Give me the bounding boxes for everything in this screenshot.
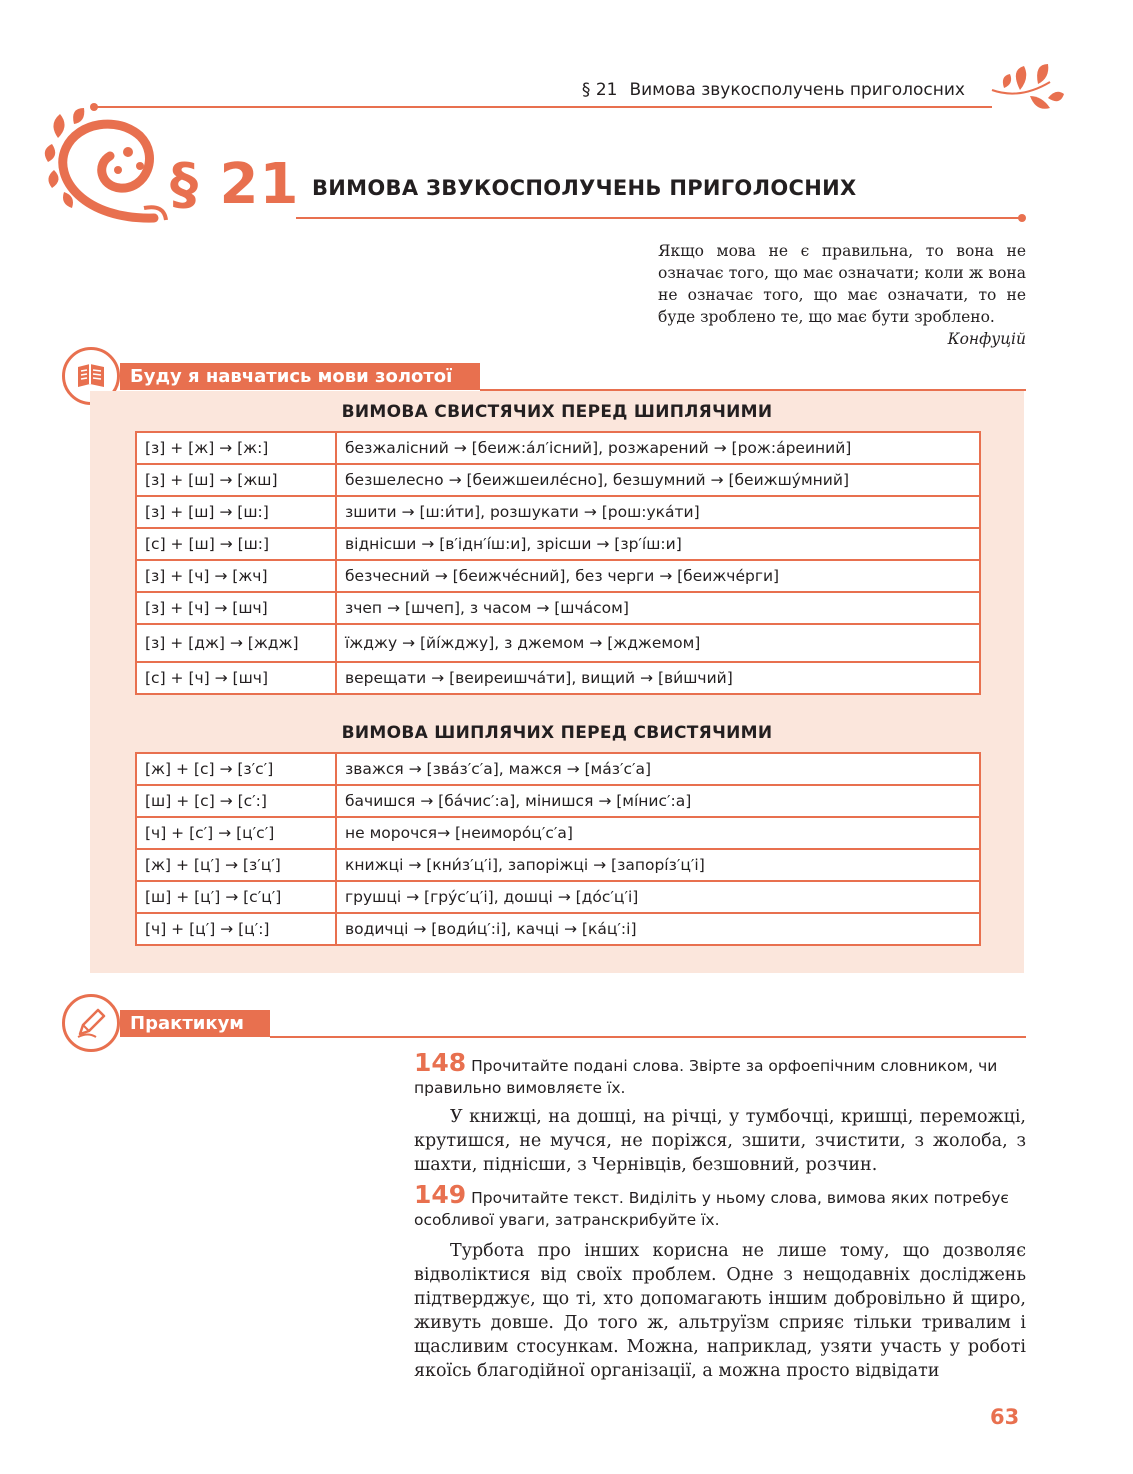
table-row xyxy=(136,592,980,624)
title-rule xyxy=(296,217,1020,219)
table-row xyxy=(136,464,980,496)
pencil-icon xyxy=(62,994,120,1052)
table1-title: ВИМОВА СВИСТЯЧИХ ПЕРЕД ШИПЛЯЧИМИ xyxy=(341,402,773,422)
example-cell: верещати → [веиреишча́ти], вищий → [ви́шчий] xyxy=(336,662,980,694)
rule-cell: [ж] + [с] → [з′с′] xyxy=(136,753,336,785)
rule-cell: [з] + [ж] → [ж:] xyxy=(136,432,336,464)
table1 xyxy=(135,431,981,695)
rule-cell: [з] + [ч] → [шч] xyxy=(136,592,336,624)
practice-section-label: Практикум xyxy=(120,1010,270,1037)
table-row xyxy=(136,432,980,464)
running-header-title: Вимова звукосполучень приголосних xyxy=(629,80,965,100)
example-cell: водичці → [води́ц′:і], качці → [ка́ц′:і] xyxy=(336,913,980,945)
table-row xyxy=(136,817,980,849)
example-cell: зчеп → [шчеп], з часом → [шча́сом] xyxy=(336,592,980,624)
exercise-task: Прочитайте подані слова. Звірте за орфоепічним словником, чи правильно вимовляєте їх. xyxy=(414,1057,998,1097)
rule-cell: [з] + [ш] → [ш:] xyxy=(136,496,336,528)
rule-cell: [з] + [дж] → [ждж] xyxy=(136,624,336,662)
study-section-label: Буду я навчатись мови золотої xyxy=(120,363,480,390)
example-cell: безчесний → [беижче́сний], без черги → [беижче́рги] xyxy=(336,560,980,592)
rule-cell: [з] + [ч] → [жч] xyxy=(136,560,336,592)
rule-cell: [ж] + [ц′] → [з′ц′] xyxy=(136,849,336,881)
rule-cell: [ш] + [ц′] → [с′ц′] xyxy=(136,881,336,913)
example-cell: безшелесно → [беижшеиле́сно], безшумний → [беижшу́мний] xyxy=(336,464,980,496)
example-cell: книжці → [кни́з′ц′і], запоріжці → [запорі́з′ц′і] xyxy=(336,849,980,881)
rule-cell: [ч] + [с′] → [ц′с′] xyxy=(136,817,336,849)
table2 xyxy=(135,752,981,946)
example-cell: зшити → [ш:и́ти], розшукати → [рош:ука́ти] xyxy=(336,496,980,528)
table-row xyxy=(136,662,980,694)
running-header-section: § 21 xyxy=(581,80,618,100)
exercise-number: 149 xyxy=(414,1180,467,1209)
table-row xyxy=(136,624,980,662)
table-row xyxy=(136,913,980,945)
rule-cell: [с] + [ш] → [ш:] xyxy=(136,528,336,560)
example-cell: бачишся → [ба́чис′:а], мінишся → [мі́нис′:а] xyxy=(336,785,980,817)
practice-section-rule xyxy=(270,1036,1026,1038)
exercise-number: 148 xyxy=(414,1048,467,1077)
header-rule xyxy=(96,106,992,108)
section-title: ВИМОВА ЗВУКОСПОЛУЧЕНЬ ПРИГОЛОСНИХ xyxy=(312,176,857,200)
page-number: 63 xyxy=(990,1405,1020,1429)
running-header xyxy=(540,80,965,100)
example-cell: зважся → [зва́з′с′а], мажся → [ма́з′с′а] xyxy=(336,753,980,785)
exercise-text: У книжці, на дошці, на річці, у тумбочці, кришці, переможці, крутишся, не мучся, не поріжся, зшити, зчистити, з жолоба, з шахти, піднісши, з Чернівців, безшовний, розчин. xyxy=(414,1107,1026,1175)
table-row xyxy=(136,785,980,817)
swirl-ornament-icon xyxy=(44,108,168,226)
example-cell: їжджу → [йі́жджу], з джемом → [жджемом] xyxy=(336,624,980,662)
exercise-149 xyxy=(414,1180,1026,1383)
table-row xyxy=(136,496,980,528)
table-row xyxy=(136,753,980,785)
exercise-148 xyxy=(414,1048,1026,1177)
rule-cell: [ч] + [ц′] → [ц′:] xyxy=(136,913,336,945)
example-cell: віднісши → [в′ідн′і́ш:и], зрісши → [зр′і́ш:и] xyxy=(336,528,980,560)
example-cell: грушці → [гру́с′ц′і], дошці → [до́с′ц′і] xyxy=(336,881,980,913)
title-rule-dot xyxy=(1018,214,1026,222)
example-cell: безжалісний → [беиж:а́л′існий], розжарений → [рож:а́реиний] xyxy=(336,432,980,464)
rule-cell: [з] + [ш] → [жш] xyxy=(136,464,336,496)
rule-cell: [с] + [ч] → [шч] xyxy=(136,662,336,694)
epigraph-text: Якщо мова не є правильна, то вона не означає того, що має означати; коли ж вона не означає того, що має означати, то не буде зроблено те, що має бути зроблено. xyxy=(658,242,1026,326)
table-row xyxy=(136,560,980,592)
exercise-task: Прочитайте текст. Виділіть у ньому слова, вимова яких потребує особливої уваги, затранскрибуйте їх. xyxy=(414,1189,1009,1229)
table2-title: ВИМОВА ШИПЛЯЧИХ ПЕРЕД СВИСТЯЧИМИ xyxy=(341,723,773,743)
table-row xyxy=(136,528,980,560)
flower-ornament-icon xyxy=(990,60,1070,118)
exercise-text: Турбота про інших корисна не лише тому, що дозволяє відволіктися від своїх проблем. Одне з нещодавніх досліджень підтверджує, що ті, хто допомагають іншим добровільно й щиро, живуть довше. До того ж, альтруїзм сприяє тільки тривалим і щасливим стосункам. Можна, наприклад, узяти участь у роботі якоїсь благодійної організації, а можна просто відвідати xyxy=(414,1241,1026,1381)
section-number: § 21 xyxy=(170,152,300,217)
table-row xyxy=(136,881,980,913)
rule-cell: [ш] + [с] → [с′:] xyxy=(136,785,336,817)
example-cell: не морочся→ [неиморо́ц′с′а] xyxy=(336,817,980,849)
epigraph-author: Конфуцій xyxy=(947,330,1026,348)
table-row xyxy=(136,849,980,881)
